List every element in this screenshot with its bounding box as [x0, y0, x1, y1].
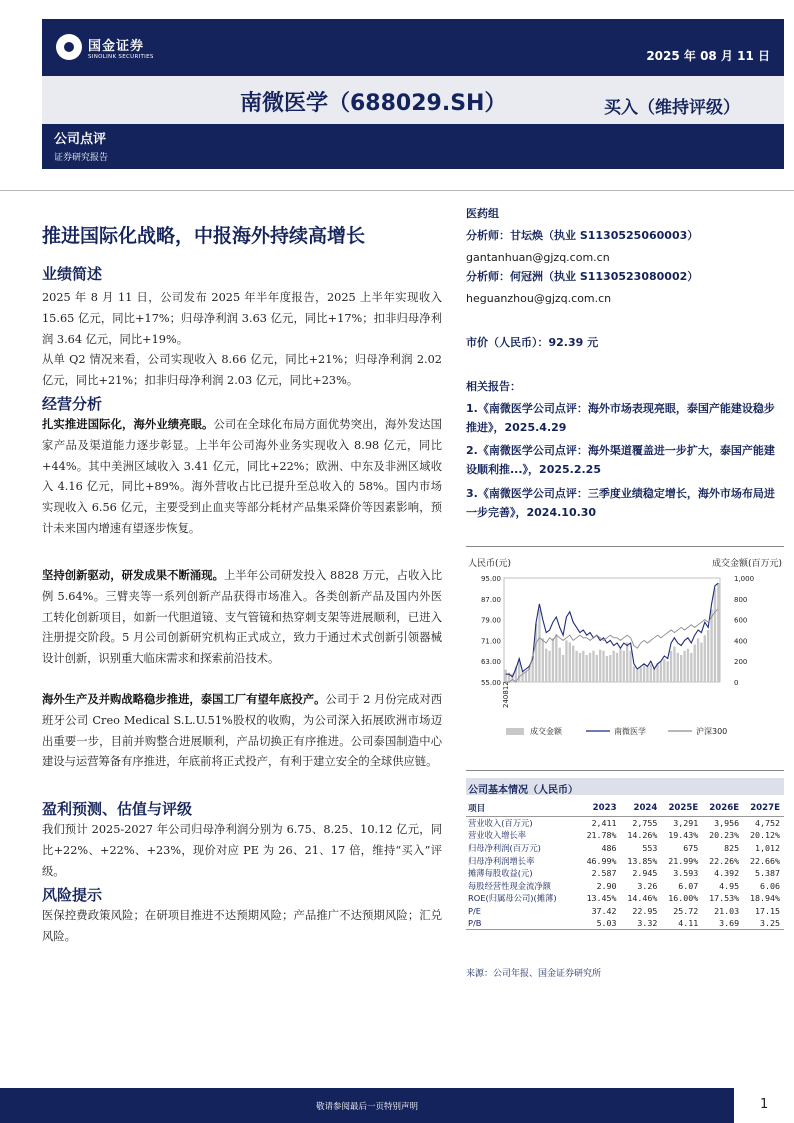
- headline: 推进国际化战略，中报海外持续高增长: [42, 225, 366, 247]
- volume-bar: [623, 651, 625, 682]
- price-volume-chart: [462, 550, 788, 750]
- table-cell: 3.593: [673, 868, 699, 879]
- logo-en: SINOLINK SECURITIES: [88, 53, 154, 60]
- table-row: [466, 867, 784, 880]
- left-tick-label: 79.00: [480, 616, 501, 625]
- ops-p1-body: 公司在全球化布局方面优势突出，海外发达国家产品及渠道能力逐步彰显。上半年公司海外业务实现收入 8.98 亿元，同比+44%。其中美洲区域收入 3.41 亿元，同比+22%；欧洲、中东及非洲区域收入 4.16 亿元，同比+89%。海外营收占比已提升至总收入的 58%。国内市场实现收入 6.56 亿元，主要受到止血夹等部分耗材产品集采降价等因素影响，预计未来国内增速有望逐步恢复。: [42, 418, 442, 535]
- table-cell: 553: [642, 842, 658, 853]
- left-tick-label: 71.00: [480, 637, 501, 646]
- volume-bar: [545, 649, 547, 682]
- volume-bar: [717, 583, 719, 682]
- volume-bar: [683, 651, 685, 682]
- table-cell: 22.26%: [709, 855, 740, 866]
- table-row: [466, 917, 784, 930]
- ops-p2-lead: 坚持创新驱动，研发成果不断涌现。: [42, 569, 224, 582]
- ops-paragraph-2: [42, 566, 442, 670]
- row-label: ROE(归属母公司)(摊薄): [468, 893, 557, 904]
- volume-bar: [616, 653, 618, 682]
- legend-label-stock: 南微医学: [614, 727, 646, 736]
- chart-left-axis-label: 人民币(元): [468, 559, 512, 569]
- volume-bar: [694, 645, 696, 682]
- analyst-1: 分析师：甘坛焕（执业 S1130525060003）: [466, 229, 699, 242]
- table-cell: 1,012: [755, 842, 780, 853]
- volume-bar: [586, 655, 588, 682]
- table-cell: 20.23%: [709, 830, 740, 841]
- volume-bar: [552, 638, 554, 682]
- rating: 买入（维持评级）: [604, 98, 740, 118]
- table-row: [466, 829, 784, 842]
- table-cell: 46.99%: [586, 855, 617, 866]
- volume-bar: [629, 651, 631, 682]
- table-row: [466, 905, 784, 918]
- volume-bar: [646, 666, 648, 682]
- legend-swatch-volume: [506, 728, 524, 735]
- sinolink-logo-icon: [56, 34, 82, 60]
- ops-p3-body: 公司于 2 月份完成对西班牙公司 Creo Medical S.L.U.51%股权的收购，为公司深入拓展欧洲市场迈出重要一步，目前并购整合进展顺利，产品切换正有序推进。公司泰国制造中心建设与运营筹备有序推进，年底前将正式投产，有利于建立安全的全球供应链。: [42, 693, 442, 769]
- left-tick-label: 55.00: [480, 679, 501, 687]
- table-cell: 14.46%: [627, 893, 658, 904]
- volume-bar: [565, 640, 567, 682]
- chart-right-axis-label: 成交金额(百万元): [711, 559, 782, 569]
- financial-table: [466, 801, 784, 930]
- volume-bar: [505, 670, 507, 682]
- logo-cn: 国金证券: [88, 38, 145, 54]
- right-tick-label: 800: [734, 595, 748, 604]
- table-cell: 2,411: [591, 818, 617, 829]
- left-tick-label: 87.00: [480, 595, 501, 604]
- market-price: 市价（人民币）：92.39 元: [466, 336, 599, 349]
- x-tick-label: 240812: [502, 681, 510, 708]
- related-report-3[interactable]: 3.《南微医学公司点评：三季度业绩稳定增长，海外市场布局进一步完善》，2024.10.30: [466, 487, 775, 519]
- table-cell: 2.90: [596, 880, 617, 891]
- analyst-2: 分析师：何冠洲（执业 S1130523080002）: [466, 270, 699, 283]
- volume-bar: [555, 634, 557, 682]
- table-header-year: 2023: [580, 801, 621, 817]
- ops-p1-lead: 扎实推进国际化，海外业绩亮眼。: [42, 418, 214, 431]
- table-cell: 825: [724, 842, 740, 853]
- row-label: 营业收入增长率: [468, 830, 527, 841]
- csi300-line: [506, 609, 719, 682]
- perf-paragraph-2: 从单 Q2 情况来看，公司实现收入 8.66 亿元，同比+21%；归母净利润 2.02 亿元，同比+21%；扣非归母净利润 2.03 亿元，同比+23%。: [42, 353, 442, 387]
- table-cell: 13.85%: [627, 855, 658, 866]
- table-cell: 37.42: [591, 905, 617, 916]
- table-cell: 3.32: [621, 917, 662, 930]
- right-tick-label: 200: [734, 658, 748, 667]
- sector: 医药组: [466, 207, 499, 220]
- risk-paragraph: 医保控费政策风险；在研项目推进不达预期风险；产品推广不达预期风险；汇兑风险。: [42, 909, 442, 943]
- table-cell: 18.94%: [750, 893, 780, 904]
- volume-bar: [589, 653, 591, 682]
- volume-bar: [602, 651, 604, 682]
- volume-bar: [542, 638, 544, 682]
- volume-bar: [548, 651, 550, 682]
- volume-bar: [643, 665, 645, 682]
- table-cell: 6.07: [678, 880, 699, 891]
- report-sub: 证券研究报告: [54, 153, 109, 163]
- volume-bar: [525, 672, 527, 682]
- legend-label-volume: 成交金额: [530, 727, 562, 736]
- section-title-forecast: 盈利预测、估值与评级: [42, 800, 193, 818]
- volume-bar: [559, 648, 561, 682]
- table-row: [466, 817, 784, 830]
- table-header-year: 2025E: [661, 801, 702, 817]
- ops-paragraph-3: [42, 690, 442, 773]
- volume-bar: [562, 655, 564, 682]
- volume-bar: [707, 630, 709, 682]
- report-date: 2025 年 08 月 11 日: [646, 49, 770, 63]
- table-cell: 2.587: [591, 868, 617, 879]
- left-tick-label: 63.00: [480, 658, 501, 667]
- table-row: [466, 892, 784, 905]
- table-cell: 5.387: [755, 868, 780, 879]
- table-cell: 21.03: [714, 905, 740, 916]
- table-cell: 3.25: [743, 917, 784, 930]
- table-cell: 2.945: [632, 868, 658, 879]
- volume-bar: [579, 653, 581, 682]
- email-2[interactable]: heguanzhou@gjzq.com.cn: [466, 292, 612, 305]
- email-1[interactable]: gantanhuan@gjzq.com.cn: [466, 251, 610, 264]
- company-title: 南微医学（688029.SH）: [240, 91, 507, 116]
- related-report-1[interactable]: 1.《南微医学公司点评：海外市场表现亮眼，泰国产能建设稳步推进》，2025.4.29: [466, 402, 775, 434]
- table-row: [466, 854, 784, 867]
- table-cell: 16.00%: [668, 893, 699, 904]
- footer-disclaimer[interactable]: 敬请参阅最后一页特别声明: [315, 1102, 418, 1112]
- volume-bar: [626, 642, 628, 682]
- right-tick-label: 400: [734, 637, 748, 646]
- volume-bar: [619, 649, 621, 682]
- volume-bar: [667, 661, 669, 682]
- chart-top-rule: [466, 546, 784, 547]
- volume-bar: [575, 651, 577, 682]
- table-cell: 22.95: [632, 905, 658, 916]
- chart-bottom-rule: [466, 770, 784, 771]
- volume-bar: [710, 609, 712, 682]
- volume-bar: [596, 655, 598, 682]
- table-cell: 4.11: [661, 917, 702, 930]
- volume-bar: [636, 670, 638, 682]
- right-tick-label: 600: [734, 616, 748, 625]
- row-label: 归母净利润增长率: [468, 855, 535, 866]
- table-cell: 3,291: [673, 818, 699, 829]
- table-cell: 21.78%: [586, 830, 617, 841]
- table-cell: 22.66%: [750, 855, 780, 866]
- table-header-year: 2026E: [702, 801, 743, 817]
- volume-bar: [704, 635, 706, 682]
- table-cell: 17.15: [755, 905, 780, 916]
- divider: [0, 190, 794, 191]
- table-row: [466, 842, 784, 855]
- table-cell: 4.95: [719, 880, 740, 891]
- volume-bar: [582, 651, 584, 682]
- related-title: 相关报告：: [466, 380, 521, 393]
- stock-price-line: [506, 583, 719, 677]
- right-tick-label: 0: [734, 679, 739, 687]
- table-header-year: 2024: [621, 801, 662, 817]
- row-label: 摊薄每股收益(元): [468, 868, 533, 879]
- volume-bar: [660, 662, 662, 682]
- volume-bar: [569, 642, 571, 682]
- table-row: [466, 879, 784, 892]
- table-cell: 3.69: [702, 917, 743, 930]
- volume-bar: [650, 664, 652, 682]
- table-cell: 675: [683, 842, 699, 853]
- table-cell: 20.12%: [750, 830, 780, 841]
- table-cell: 21.99%: [668, 855, 699, 866]
- table-cell: 4,752: [755, 818, 780, 829]
- logo: [56, 34, 154, 60]
- ops-p2-body: 上半年公司研发投入 8828 万元，占收入比例 5.64%。三臂夹等一系列创新产品获得市场准入。各类创新产品及国内外医工转化创新项目，如新一代胆道镜、支气管镜和热穿刺支架等进展顺利，已进入注册提交阶段。5 月公司创新研究机构正式成立，致力于通过术式创新引领器械设计创新，识别重大临床需求和探索前沿技术。: [42, 569, 442, 666]
- table-cell: 25.72: [673, 905, 699, 916]
- table-header-item: 项目: [466, 801, 580, 817]
- volume-bar: [609, 655, 611, 682]
- volume-bar: [663, 659, 665, 682]
- volume-bar: [690, 653, 692, 682]
- volume-bar: [673, 647, 675, 682]
- volume-bar: [640, 667, 642, 682]
- volume-bar: [599, 650, 601, 682]
- row-label: 营业收入(百万元): [468, 818, 533, 829]
- volume-bar: [538, 609, 540, 682]
- volume-bar: [633, 666, 635, 682]
- volume-bar: [714, 588, 716, 682]
- row-label: P/E: [468, 905, 482, 916]
- row-label: P/B: [466, 917, 580, 930]
- volume-bar: [670, 651, 672, 682]
- row-label: 每股经营性现金流净额: [468, 880, 551, 891]
- table-cell: 13.45%: [586, 893, 617, 904]
- right-tick-label: 1,000: [734, 575, 755, 583]
- table-cell: 2,755: [632, 818, 658, 829]
- table-cell: 486: [601, 842, 617, 853]
- volume-bar: [697, 638, 699, 682]
- table-cell: 3.26: [637, 880, 658, 891]
- ops-paragraph-1: [42, 415, 442, 540]
- volume-bar: [687, 649, 689, 682]
- volume-bar: [592, 651, 594, 682]
- volume-bar: [572, 646, 574, 682]
- left-tick-label: 95.00: [480, 575, 501, 583]
- volume-bar: [700, 642, 702, 682]
- report-type: 公司点评: [54, 132, 107, 147]
- volume-bar: [677, 653, 679, 682]
- table-header-year: 2027E: [743, 801, 784, 817]
- section-title-perf: 业绩简述: [42, 265, 103, 283]
- legend-label-index: 沪深300: [696, 727, 728, 736]
- section-title-risk: 风险提示: [42, 886, 103, 904]
- table-cell: 5.03: [580, 917, 621, 930]
- table-source: 来源：公司年报、国金证券研究所: [466, 969, 602, 979]
- section-title-ops: 经营分析: [42, 395, 103, 413]
- table-cell: 19.43%: [668, 830, 699, 841]
- table-title: 公司基本情况（人民币）: [466, 778, 784, 795]
- table-cell: 17.53%: [709, 893, 740, 904]
- forecast-paragraph: 我们预计 2025-2027 年公司归母净利润分别为 6.75、8.25、10.12 亿元，同比+22%、+22%、+23%，现价对应 PE 为 26、21、17 倍，维持“买入”评级。: [42, 823, 442, 878]
- perf-paragraph-1: 2025 年 8 月 11 日，公司发布 2025 年半年度报告，2025 上半年实现收入 15.65 亿元，同比+17%；归母净利润 3.63 亿元，同比+17%；扣非归母净利润 3.64 亿元，同比+19%。: [42, 291, 442, 346]
- volume-bar: [606, 656, 608, 682]
- table-cell: 14.26%: [627, 830, 658, 841]
- table-cell: 4.392: [714, 868, 740, 879]
- related-report-2[interactable]: 2.《南微医学公司点评：海外渠道覆盖进一步扩大，泰国产能建设顺利推...》，2025.2.25: [466, 444, 775, 476]
- ops-p3-lead: 海外生产及并购战略稳步推进，泰国工厂有望年底投产。: [42, 693, 326, 706]
- table-cell: 3,956: [714, 818, 740, 829]
- row-label: 归母净利润(百万元): [468, 842, 541, 853]
- volume-bar: [680, 655, 682, 682]
- table-cell: 6.06: [760, 880, 780, 891]
- page-number: 1: [760, 1097, 769, 1112]
- volume-bar: [613, 651, 615, 682]
